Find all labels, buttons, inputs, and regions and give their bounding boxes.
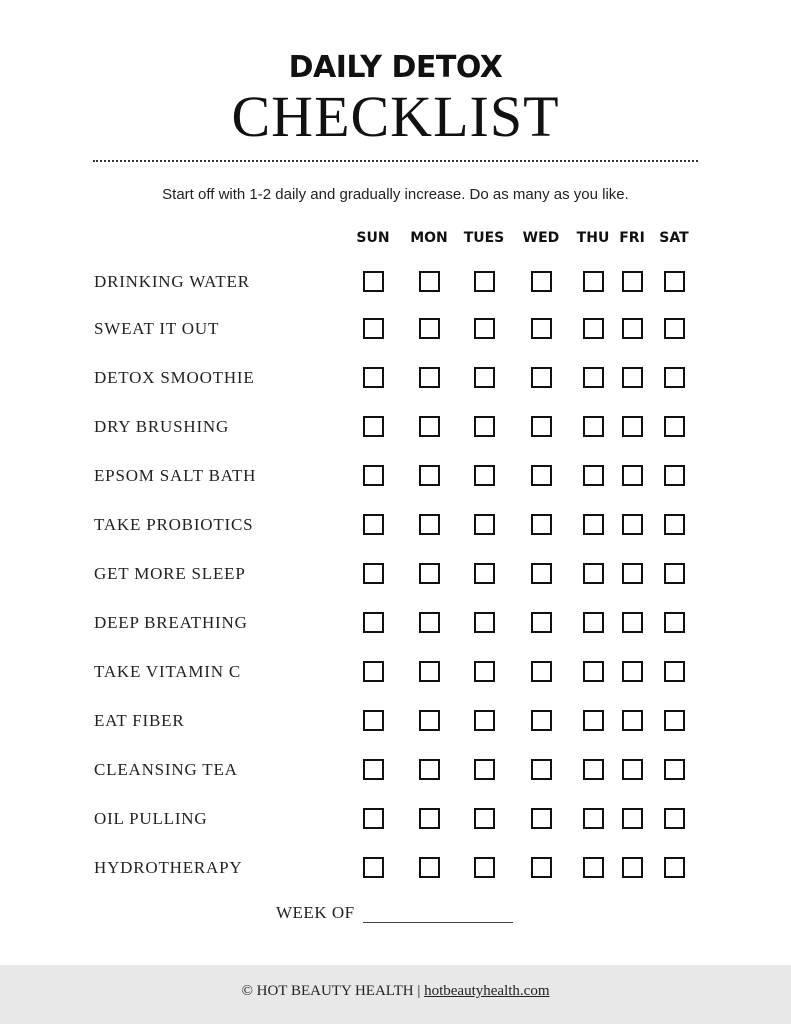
checkbox-dry-brushing-sun[interactable] (363, 416, 384, 437)
checkbox-epsom-salt-bath-mon[interactable] (419, 465, 440, 486)
checkbox-sweat-it-out-sun[interactable] (363, 318, 384, 339)
checkbox-sweat-it-out-sat[interactable] (664, 318, 685, 339)
checkbox-cleansing-tea-sat[interactable] (664, 759, 685, 780)
checkbox-dry-brushing-tues[interactable] (474, 416, 495, 437)
checkbox-take-probiotics-wed[interactable] (531, 514, 552, 535)
week-of-line[interactable] (363, 904, 513, 923)
row-label-sweat-it-out: SWEAT IT OUT (94, 319, 220, 338)
checkbox-drinking-water-sat[interactable] (664, 271, 685, 292)
checkbox-drinking-water-sun[interactable] (363, 271, 384, 292)
row-label-eat-fiber: EAT FIBER (94, 711, 185, 730)
checkbox-epsom-salt-bath-sun[interactable] (363, 465, 384, 486)
checkbox-detox-smoothie-tues[interactable] (474, 367, 495, 388)
checkbox-take-vitamin-c-tues[interactable] (474, 661, 495, 682)
checkbox-dry-brushing-wed[interactable] (531, 416, 552, 437)
checkbox-deep-breathing-tues[interactable] (474, 612, 495, 633)
checkbox-sweat-it-out-fri[interactable] (622, 318, 643, 339)
checkbox-drinking-water-tues[interactable] (474, 271, 495, 292)
checkbox-get-more-sleep-thu[interactable] (583, 563, 604, 584)
footer-separator: | (417, 983, 421, 999)
checkbox-drinking-water-fri[interactable] (622, 271, 643, 292)
checkbox-deep-breathing-wed[interactable] (531, 612, 552, 633)
checkbox-oil-pulling-sun[interactable] (363, 808, 384, 829)
checkbox-cleansing-tea-thu[interactable] (583, 759, 604, 780)
row-label-drinking-water: DRINKING WATER (94, 272, 250, 291)
checkbox-deep-breathing-thu[interactable] (583, 612, 604, 633)
checkbox-sweat-it-out-mon[interactable] (419, 318, 440, 339)
checkbox-dry-brushing-sat[interactable] (664, 416, 685, 437)
checkbox-take-vitamin-c-sat[interactable] (664, 661, 685, 682)
checkbox-oil-pulling-thu[interactable] (583, 808, 604, 829)
row-label-dry-brushing: DRY BRUSHING (94, 417, 230, 436)
day-header-tues: TUES (463, 230, 505, 246)
checkbox-detox-smoothie-sun[interactable] (363, 367, 384, 388)
checkbox-epsom-salt-bath-thu[interactable] (583, 465, 604, 486)
day-header-wed: WED (522, 230, 560, 246)
checkbox-take-vitamin-c-wed[interactable] (531, 661, 552, 682)
day-header-sun: SUN (356, 230, 390, 246)
checkbox-drinking-water-thu[interactable] (583, 271, 604, 292)
dotted-divider (93, 160, 698, 162)
checkbox-detox-smoothie-wed[interactable] (531, 367, 552, 388)
intro-text: Start off with 1-2 daily and gradually increase. Do as many as you like. (162, 186, 629, 203)
checkbox-oil-pulling-fri[interactable] (622, 808, 643, 829)
checkbox-drinking-water-wed[interactable] (531, 271, 552, 292)
checkbox-deep-breathing-sat[interactable] (664, 612, 685, 633)
checkbox-epsom-salt-bath-sat[interactable] (664, 465, 685, 486)
checkbox-get-more-sleep-wed[interactable] (531, 563, 552, 584)
checkbox-take-probiotics-thu[interactable] (583, 514, 604, 535)
checkbox-sweat-it-out-wed[interactable] (531, 318, 552, 339)
checkbox-detox-smoothie-sat[interactable] (664, 367, 685, 388)
row-label-detox-smoothie: DETOX SMOOTHIE (94, 368, 255, 387)
checkbox-get-more-sleep-sun[interactable] (363, 563, 384, 584)
day-header-thu: THU (576, 230, 610, 246)
week-of (276, 903, 513, 923)
checkbox-cleansing-tea-fri[interactable] (622, 759, 643, 780)
checkbox-take-probiotics-fri[interactable] (622, 514, 643, 535)
row-label-epsom-salt-bath: EPSOM SALT BATH (94, 466, 257, 485)
row-label-deep-breathing: DEEP BREATHING (94, 613, 248, 632)
checkbox-eat-fiber-tues[interactable] (474, 710, 495, 731)
checkbox-take-probiotics-mon[interactable] (419, 514, 440, 535)
checkbox-hydrotherapy-tues[interactable] (474, 857, 495, 878)
checkbox-get-more-sleep-fri[interactable] (622, 563, 643, 584)
checkbox-eat-fiber-sat[interactable] (664, 710, 685, 731)
checkbox-hydrotherapy-thu[interactable] (583, 857, 604, 878)
row-label-cleansing-tea: CLEANSING TEA (94, 760, 238, 779)
checkbox-sweat-it-out-tues[interactable] (474, 318, 495, 339)
checkbox-cleansing-tea-tues[interactable] (474, 759, 495, 780)
checkbox-take-vitamin-c-thu[interactable] (583, 661, 604, 682)
checkbox-eat-fiber-sun[interactable] (363, 710, 384, 731)
checkbox-cleansing-tea-sun[interactable] (363, 759, 384, 780)
footer (0, 965, 791, 1024)
footer-text (0, 983, 791, 1000)
checkbox-oil-pulling-mon[interactable] (419, 808, 440, 829)
checkbox-get-more-sleep-tues[interactable] (474, 563, 495, 584)
checkbox-dry-brushing-fri[interactable] (622, 416, 643, 437)
checkbox-take-vitamin-c-fri[interactable] (622, 661, 643, 682)
checkbox-oil-pulling-wed[interactable] (531, 808, 552, 829)
title-checklist: CHECKLIST (231, 84, 560, 149)
row-label-get-more-sleep: GET MORE SLEEP (94, 564, 246, 583)
checkbox-hydrotherapy-mon[interactable] (419, 857, 440, 878)
checkbox-detox-smoothie-mon[interactable] (419, 367, 440, 388)
row-label-hydrotherapy: HYDROTHERAPY (94, 858, 243, 877)
day-header-fri: FRI (619, 230, 645, 246)
row-label-oil-pulling: OIL PULLING (94, 809, 208, 828)
checkbox-drinking-water-mon[interactable] (419, 271, 440, 292)
checkbox-get-more-sleep-mon[interactable] (419, 563, 440, 584)
checkbox-eat-fiber-fri[interactable] (622, 710, 643, 731)
day-header-sat: SAT (659, 230, 689, 246)
checkbox-oil-pulling-tues[interactable] (474, 808, 495, 829)
checkbox-deep-breathing-sun[interactable] (363, 612, 384, 633)
checkbox-deep-breathing-mon[interactable] (419, 612, 440, 633)
checkbox-detox-smoothie-thu[interactable] (583, 367, 604, 388)
checkbox-oil-pulling-sat[interactable] (664, 808, 685, 829)
checkbox-hydrotherapy-sun[interactable] (363, 857, 384, 878)
checkbox-take-probiotics-sun[interactable] (363, 514, 384, 535)
title-daily-detox: DAILY DETOX (288, 50, 503, 85)
checkbox-dry-brushing-mon[interactable] (419, 416, 440, 437)
checkbox-deep-breathing-fri[interactable] (622, 612, 643, 633)
checkbox-hydrotherapy-fri[interactable] (622, 857, 643, 878)
checkbox-eat-fiber-wed[interactable] (531, 710, 552, 731)
footer-brand: © HOT BEAUTY HEALTH (241, 983, 414, 999)
checkbox-eat-fiber-mon[interactable] (419, 710, 440, 731)
row-label-take-vitamin-c: TAKE VITAMIN C (94, 662, 241, 681)
day-header-mon: MON (410, 230, 448, 246)
row-label-take-probiotics: TAKE PROBIOTICS (94, 515, 254, 534)
checkbox-epsom-salt-bath-wed[interactable] (531, 465, 552, 486)
checkbox-cleansing-tea-mon[interactable] (419, 759, 440, 780)
checkbox-hydrotherapy-wed[interactable] (531, 857, 552, 878)
checkbox-detox-smoothie-fri[interactable] (622, 367, 643, 388)
checkbox-sweat-it-out-thu[interactable] (583, 318, 604, 339)
checkbox-epsom-salt-bath-fri[interactable] (622, 465, 643, 486)
footer-link[interactable]: hotbeautyhealth.com (424, 983, 550, 999)
checkbox-dry-brushing-thu[interactable] (583, 416, 604, 437)
checkbox-take-vitamin-c-sun[interactable] (363, 661, 384, 682)
checkbox-get-more-sleep-sat[interactable] (664, 563, 685, 584)
week-of-label: WEEK OF (276, 903, 355, 922)
checkbox-epsom-salt-bath-tues[interactable] (474, 465, 495, 486)
checkbox-eat-fiber-thu[interactable] (583, 710, 604, 731)
checkbox-hydrotherapy-sat[interactable] (664, 857, 685, 878)
checkbox-cleansing-tea-wed[interactable] (531, 759, 552, 780)
checkbox-take-probiotics-sat[interactable] (664, 514, 685, 535)
checkbox-take-probiotics-tues[interactable] (474, 514, 495, 535)
checkbox-take-vitamin-c-mon[interactable] (419, 661, 440, 682)
